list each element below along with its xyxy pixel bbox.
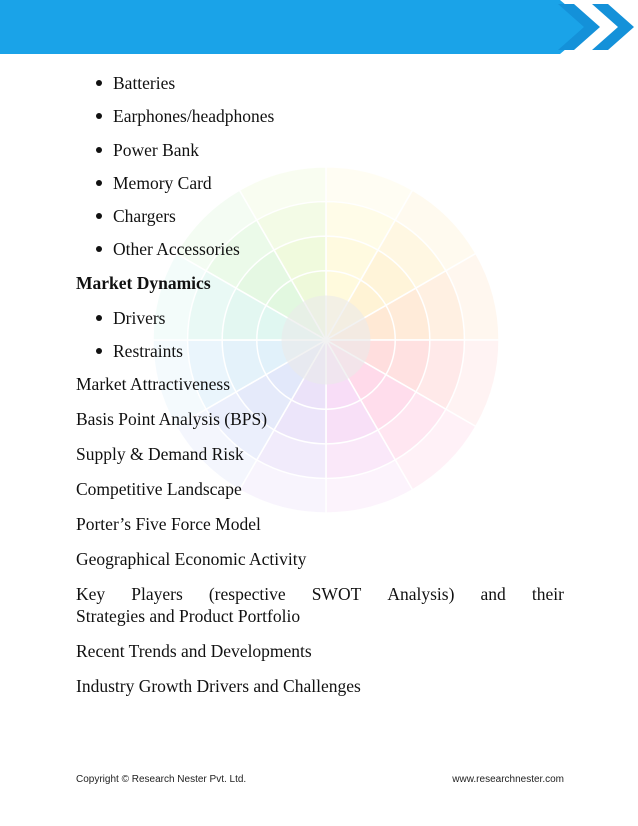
list-item [76,238,564,260]
footer-copyright: Copyright © Research Nester Pvt. Ltd. [76,774,247,785]
list-item-label: Other Accessories [113,239,240,260]
bullet-icon [96,348,102,354]
list-item [76,340,564,362]
topic-list-tail [76,640,564,697]
topic-item: Competitive Landscape [76,479,242,500]
bullet-icon [96,113,102,119]
list-item-label: Power Bank [113,139,200,160]
topic-item: Market Attractiveness [76,374,231,395]
topic-item: Geographical Economic Activity [76,549,307,570]
topic-key-players [76,583,564,627]
topic-key-players-line2: Strategies and Product Portfolio [76,606,301,627]
bullet-icon [96,180,102,186]
list-item [76,307,564,329]
bullet-icon [96,246,102,252]
footer-website: www.researchnester.com [452,774,564,785]
list-item [76,139,564,161]
list-item-label: Earphones/headphones [113,106,275,127]
topic-list [76,373,564,570]
word: (respective [208,584,286,605]
header-banner [0,0,638,54]
list-item [76,72,564,94]
word: Analysis) [387,584,455,605]
topic-item: Industry Growth Drivers and Challenges [76,676,361,697]
market-dynamics-list [76,307,564,362]
list-item-label: Chargers [113,206,176,227]
topic-key-players-line1 [76,583,564,605]
topic-item: Porter’s Five Force Model [76,514,261,535]
bullet-icon [96,80,102,86]
topic-item: Supply & Demand Risk [76,444,244,465]
word: their [531,584,564,605]
word: Players [131,584,183,605]
document-body [76,72,564,710]
word: Key [76,584,106,605]
list-item-label: Drivers [113,307,166,328]
list-item [76,172,564,194]
bullet-icon [96,213,102,219]
word: and [480,584,506,605]
bullet-icon [96,315,102,321]
list-item-label: Batteries [113,73,176,93]
topic-item: Basis Point Analysis (BPS) [76,409,268,430]
accessory-list [76,72,564,260]
topic-item: Recent Trends and Developments [76,641,312,662]
page-footer [76,774,564,785]
list-item-label: Restraints [113,341,183,362]
list-item-label: Memory Card [113,172,212,193]
word: SWOT [311,584,362,605]
list-item [76,205,564,227]
list-item [76,105,564,127]
bullet-icon [96,147,102,153]
section-heading-market-dynamics: Market Dynamics [76,272,211,293]
